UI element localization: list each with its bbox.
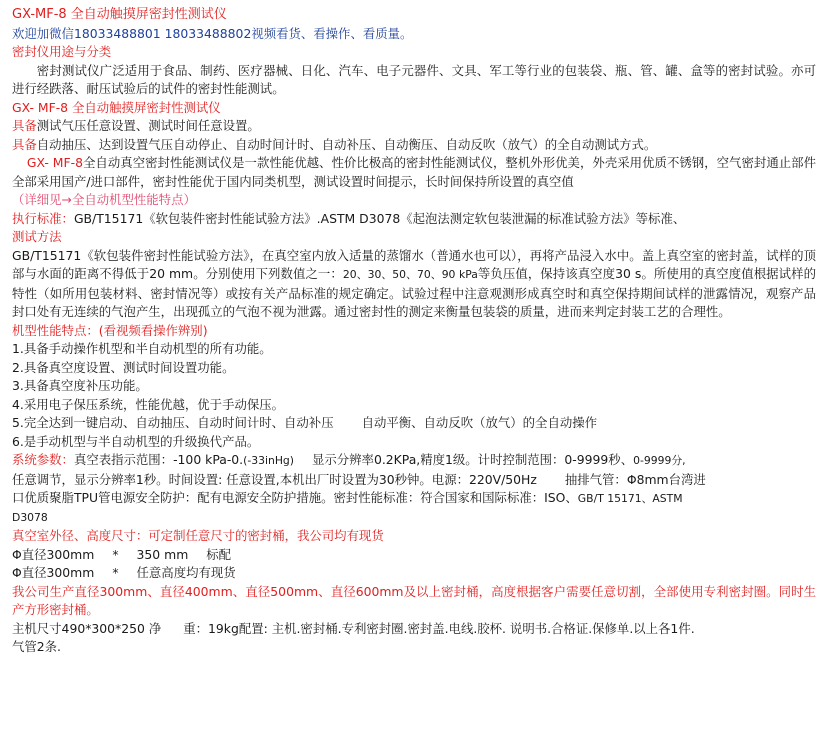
standard-label: 执行标准：	[12, 210, 74, 226]
intro-text: 全自动真空密封性能测试仪是一款性能优越、性价比极高的密封性能测试仪，整机外形优美，外壳采用优质不锈钢，空气密封通止部件全部采用国产/进口部件，密封性能优于国内同类机型，测试设置时间提示，长时间保持所设置的真空值	[12, 155, 816, 189]
product-subtitle: GX- MF-8 全自动触摸屏密封性测试仪	[12, 99, 221, 115]
perf-item: 5.完全达到一键启动、自动抽压、自动时间计时、自动补压 自动平衡、自动反吹（放气）的全自动操作	[12, 415, 598, 430]
feature-text: 测试气压任意设置、测试时间任意设置。	[36, 118, 260, 133]
perf-item: 2.具备真空度设置、测试时间设置功能。	[12, 359, 235, 375]
params-line-3: 口优质聚脂TPU管电源安全防护：配有电源安全防护措施。密封性能标准：符合国家和国际标准：ISO、GB/T 15171、ASTM	[12, 490, 683, 505]
feature-text: 自动抽压、达到设置气压自动停止、自动时间计时、自动补压、自动衡压、自动反吹（放气）的全自动测试方式。	[36, 136, 657, 152]
custom-notice: 我公司生产直径300mm、直径400mm、直径500mm、直径600mm及以上密封桶，高度根据客户需要任意切割，全部使用专利密封圈。同时生产方形密封桶。	[12, 583, 816, 617]
feature-prefix: 具备	[12, 118, 37, 133]
size-heading: 真空室外径、高度尺寸：可定制任意尺寸的密封桶，我公司均有现货	[12, 528, 384, 543]
usage-text: 密封测试仪广泛适用于食品、制药、医疗器械、日化、汽车、电子元器件、文具、军工等行业的包装袋、瓶、管、罐、盒等的密封试验。亦可进行经跌落、耐压试验后的试件的密封性能测试。	[12, 62, 816, 96]
method-heading: 测试方法	[12, 229, 62, 244]
params-line-1: 系统参数：真空表指示范围：-100 kPa-0.(-33inHg) 显示分辨率0.2KPa,精度1级。计时控制范围：0-9999秒、0-9999分,	[12, 452, 686, 467]
usage-heading: 密封仪用途与分类	[12, 44, 112, 59]
perf-item: 3.具备真空度补压功能。	[12, 378, 148, 393]
params-line-2: 任意调节，显示分辨率1秒。时间设置: 任意设置,本机出厂时设置为30秒钟。电源：220V/50Hz 抽排气管：Φ8mm台湾进	[12, 471, 706, 487]
host-line-1: 主机尺寸490*300*250 净 重：19kg配置: 主机.密封桶.专利密封圈.密封盖.电线.胶杯. 说明书.合格证.保修单.以上各1件.	[12, 620, 695, 636]
contact-line: 欢迎加微信18033488801 18033488802视频看货、看操作、看质量。	[12, 25, 413, 41]
standard-text: GB/T15171《软包装件密封性能试验方法》.ASTM D3078《起泡法测定软包装泄漏的标准试验方法》等标准、	[73, 210, 686, 226]
perf-item: 6.是手动机型与半自动机型的升级换代产品。	[12, 433, 260, 449]
intro-paragraph	[12, 154, 816, 191]
method-text: GB/T15171《软包装件密封性能试验方法》，在真空室内放入适量的蒸馏水（普通水也可以），再将产品浸入水中。盖上真空室的密封盖，试样的顶部与水面的距离不得低于20 mm。分别使用下列数值之一：20、30、50、70、90 kPa等负压值，保持该真空度30 s。所使用的真空度值根据试样的特性（如所用包装材料、密封情况等）或按有关产品标准的规定确定。试验过程中注意观测形成真空时和真空保持期间试样的泄露情况，观察产品封口处有无连续的气泡产生，出现孤立的气泡不视为泄露。通过密封性的测定来衡量包装袋的质量，进而来判定封装工艺的合理性。	[12, 247, 816, 319]
method-values: 20、30、50、70、90 kPa	[342, 268, 478, 281]
standard-line	[12, 210, 816, 229]
feature-prefix: 具备	[12, 136, 37, 152]
params-line-4: D3078	[12, 510, 48, 524]
feature-line-1	[12, 117, 816, 136]
detail-link[interactable]: （详细见→全自动机型性能特点）	[12, 192, 196, 207]
host-line-2: 气管2条.	[12, 639, 61, 654]
size-line-2: Φ直径300mm * 任意高度均有现货	[12, 565, 236, 580]
size-line-1: Φ直径300mm * 350 mm 标配	[12, 546, 232, 562]
perf-heading: 机型性能特点：(看视频看操作辨别)	[12, 322, 208, 338]
intro-model: GX- MF-8	[26, 155, 83, 170]
product-title: GX-MF-8 全自动触摸屏密封性测试仪	[12, 7, 227, 22]
feature-line-2	[12, 136, 816, 155]
perf-item: 1.具备手动操作机型和半自动机型的所有功能。	[12, 341, 272, 356]
params-label: 系统参数：	[12, 452, 74, 467]
perf-item: 4.采用电子保压系统，性能优越，优于手动保压。	[12, 396, 285, 412]
